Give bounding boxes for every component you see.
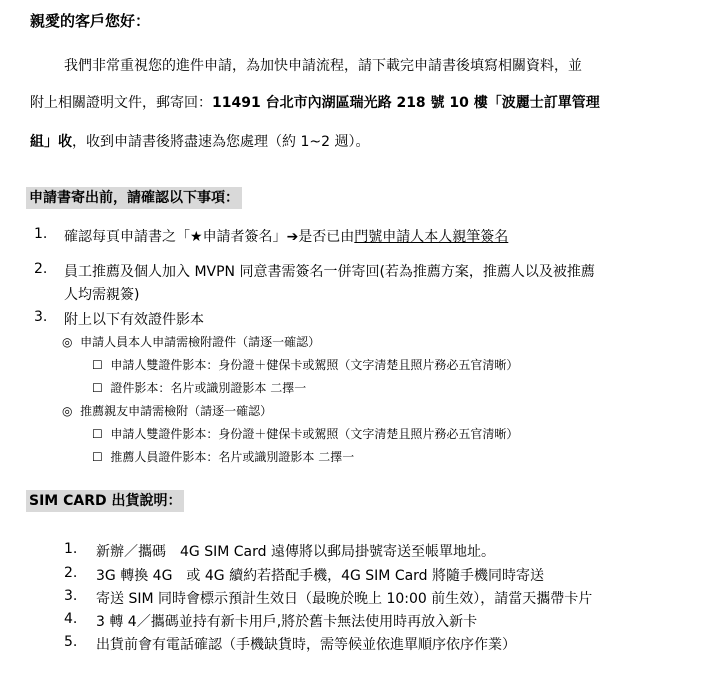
checkbox-icon[interactable]: ☐ [92, 381, 103, 395]
document-group-applicant [62, 333, 320, 350]
checkbox-icon[interactable]: ☐ [92, 450, 103, 464]
document-option [92, 448, 354, 465]
item-number: 1. [34, 226, 48, 242]
item-number: 4. [64, 611, 78, 627]
option-text: 申請人雙證件影本：身份證＋健保卡或駕照（文字清楚且照片務必五官清晰） [110, 358, 519, 372]
option-text: 申請人雙證件影本：身份證＋健保卡或駕照（文字清楚且照片務必五官清晰） [110, 427, 519, 441]
greeting: 親愛的客戶您好： [30, 12, 151, 30]
shipping-item: 寄送 SIM 同時會標示預計生效日（最晚於晚上 10:00 前生效），請當天攜帶卡片 [96, 591, 593, 607]
intro-line-1: 我們非常重視您的進件申請，為加快申請流程，請下載完申請書後填寫相關資料，並 [64, 58, 582, 74]
checklist-item-mvpn-cont: 人均需親簽) [64, 287, 140, 303]
document-option [92, 356, 518, 373]
star-icon: ★ [190, 229, 203, 245]
document-option [92, 379, 306, 396]
shipping-item: 3G 轉換 4G 或 4G 續約若搭配手機，4G SIM Card 將隨手機同時寄送 [96, 568, 545, 584]
checklist-item-mvpn: 員工推薦及個人加入 MVPN 同意書需簽名一併寄回(若為推薦方案，推薦人以及被推薦 [64, 264, 595, 280]
section-header-checklist: 申請書寄出前，請確認以下事項： [26, 187, 242, 209]
checkbox-icon[interactable]: ☐ [92, 358, 103, 372]
item-text: 是否已由 [298, 229, 355, 245]
group-title: 申請人員本人申請需檢附證件（請逐一確認） [80, 335, 321, 349]
checklist-item-signature [64, 226, 508, 246]
item-number: 1. [64, 541, 78, 557]
recipient-group: 組」收 [30, 134, 72, 150]
bullet-icon: ◎ [62, 404, 73, 418]
item-text: 確認每頁申請書之「 [64, 229, 190, 245]
bullet-icon: ◎ [62, 335, 73, 349]
document-group-referral [62, 402, 272, 419]
option-text: 證件影本：名片或識別證影本 二擇一 [110, 381, 307, 395]
signature-requirement: 門號申請人本人親筆簽名 [354, 229, 509, 245]
item-text: 申請者簽名」 [202, 229, 287, 245]
item-number: 3. [64, 588, 78, 604]
arrow-icon: ➔ [286, 229, 299, 245]
checkbox-icon[interactable]: ☐ [92, 427, 103, 441]
shipping-item: 出貨前會有電話確認（手機缺貨時，需等候並依進單順序依序作業） [96, 637, 516, 653]
document-option [92, 425, 518, 442]
item-number: 5. [64, 634, 78, 650]
shipping-item: 3 轉 4／攜碼並持有新卡用戶,將於舊卡無法使用時再放入新卡 [96, 614, 478, 630]
item-number: 2. [64, 565, 78, 581]
item-number: 3. [34, 309, 48, 325]
intro-line-3 [30, 131, 369, 151]
intro-line-3-rest: ，收到申請書後將盡速為您處理（約 1~2 週）。 [72, 134, 370, 150]
shipping-item: 新辦／攜碼 4G SIM Card 遠傳將以郵局掛號寄送至帳單地址。 [96, 544, 495, 560]
section-header-sim-shipping: SIM CARD 出貨說明： [26, 490, 184, 512]
item-number: 2. [34, 261, 48, 277]
group-title: 推薦親友申請需檢附（請逐一確認） [80, 404, 273, 418]
intro-line-2 [30, 92, 600, 112]
checklist-item-documents: 附上以下有效證件影本 [64, 312, 204, 328]
intro-line-2-prefix: 附上相關證明文件，郵寄回： [30, 95, 212, 111]
mailing-address: 11491 台北市內湖區瑞光路 218 號 10 樓「波麗士訂單管理 [212, 95, 600, 111]
option-text: 推薦人員證件影本：名片或識別證影本 二擇一 [110, 450, 355, 464]
